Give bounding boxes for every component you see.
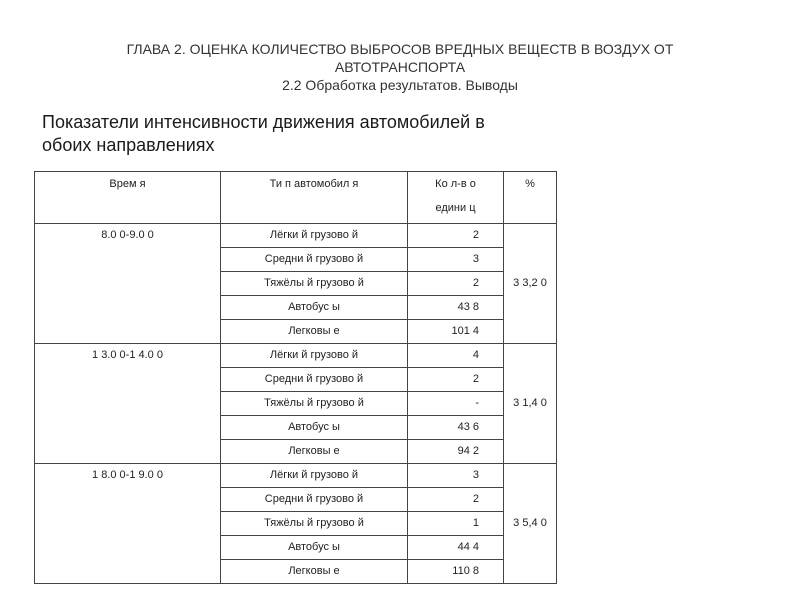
count-cell: 2 <box>408 368 504 392</box>
vehicle-type-cell: Лёгки й грузово й <box>221 464 408 488</box>
count-cell: 110 8 <box>408 560 504 584</box>
vehicle-type-cell: Автобус ы <box>221 296 408 320</box>
vehicle-type-cell: Средни й грузово й <box>221 488 408 512</box>
count-cell: 1 <box>408 512 504 536</box>
vehicle-type-cell: Автобус ы <box>221 536 408 560</box>
chapter-title-line-2: АВТОТРАНСПОРТА <box>334 59 466 75</box>
count-cell: 43 8 <box>408 296 504 320</box>
table-header <box>35 172 557 224</box>
table-header-row <box>35 172 557 224</box>
count-cell: 44 4 <box>408 536 504 560</box>
time-interval-cell: 1 3.0 0-1 4.0 0 <box>35 344 221 464</box>
chapter-header <box>60 40 740 94</box>
slide-subtitle <box>42 111 562 157</box>
table-body <box>35 224 557 584</box>
count-cell: 2 <box>408 488 504 512</box>
vehicle-type-cell: Легковы е <box>221 440 408 464</box>
count-cell: 101 4 <box>408 320 504 344</box>
percent-cell: 3 5,4 0 <box>504 464 557 584</box>
count-cell: 2 <box>408 224 504 248</box>
table-row <box>35 344 557 368</box>
count-cell: 4 <box>408 344 504 368</box>
header-time: Врем я <box>35 172 221 224</box>
header-percent: % <box>504 172 557 224</box>
subtitle-line-1: Показатели интенсивности движения автомобилей в <box>42 112 485 132</box>
count-cell: 3 <box>408 248 504 272</box>
vehicle-type-cell: Автобус ы <box>221 416 408 440</box>
section-title: 2.2 Обработка результатов. Выводы <box>282 77 518 93</box>
vehicle-type-cell: Легковы е <box>221 560 408 584</box>
vehicle-type-cell: Тяжёлы й грузово й <box>221 392 408 416</box>
vehicle-type-cell: Лёгки й грузово й <box>221 224 408 248</box>
percent-cell: 3 3,2 0 <box>504 224 557 344</box>
header-count <box>408 172 504 224</box>
table-row <box>35 464 557 488</box>
table-row <box>35 224 557 248</box>
count-cell: 3 <box>408 464 504 488</box>
header-count-line-1: Ко л-в о <box>435 178 476 190</box>
count-cell: - <box>408 392 504 416</box>
vehicle-type-cell: Средни й грузово й <box>221 368 408 392</box>
vehicle-type-cell: Лёгки й грузово й <box>221 344 408 368</box>
traffic-intensity-table <box>34 171 557 584</box>
vehicle-type-cell: Средни й грузово й <box>221 248 408 272</box>
count-cell: 2 <box>408 272 504 296</box>
count-cell: 43 6 <box>408 416 504 440</box>
count-cell: 94 2 <box>408 440 504 464</box>
time-interval-cell: 1 8.0 0-1 9.0 0 <box>35 464 221 584</box>
chapter-title-line-1: ГЛАВА 2. ОЦЕНКА КОЛИЧЕСТВО ВЫБРОСОВ ВРЕДНЫХ ВЕЩЕСТВ В ВОЗДУХ ОТ <box>126 41 674 57</box>
vehicle-type-cell: Легковы е <box>221 320 408 344</box>
header-vehicle-type: Ти п автомобил я <box>221 172 408 224</box>
vehicle-type-cell: Тяжёлы й грузово й <box>221 512 408 536</box>
percent-cell: 3 1,4 0 <box>504 344 557 464</box>
subtitle-line-2: обоих направлениях <box>42 135 215 155</box>
header-count-line-2: едини ц <box>435 202 476 214</box>
vehicle-type-cell: Тяжёлы й грузово й <box>221 272 408 296</box>
time-interval-cell: 8.0 0-9.0 0 <box>35 224 221 344</box>
